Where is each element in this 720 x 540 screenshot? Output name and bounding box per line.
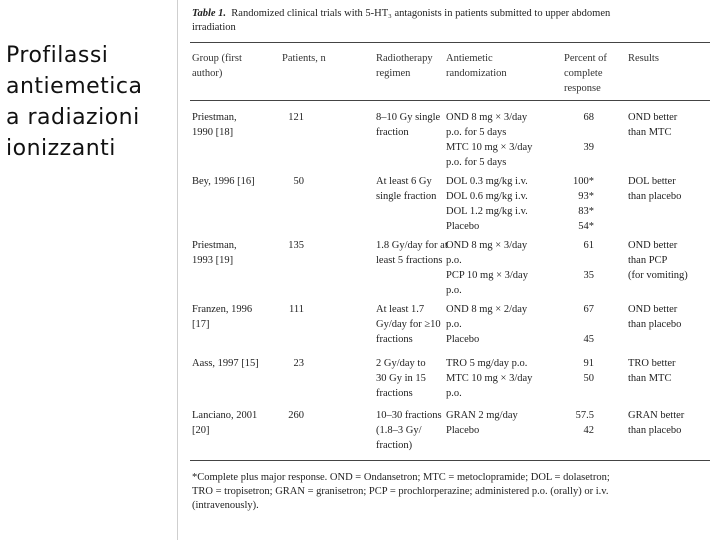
cell-line: 23	[293, 358, 304, 369]
header-antiemetic	[446, 51, 507, 81]
cell-line: Antiemetic	[446, 53, 493, 64]
cell-line: GRAN better	[628, 410, 685, 421]
cell-line: p.o. for 5 days	[446, 127, 507, 138]
cell-line: than MTC	[628, 127, 672, 138]
table-caption	[192, 7, 712, 35]
cell-antiemetic	[446, 408, 518, 438]
cell-line: DOL better	[628, 176, 676, 187]
header-patients	[282, 51, 326, 66]
cell-line: than placebo	[628, 425, 682, 436]
cell-percent	[564, 174, 594, 234]
cell-regimen	[376, 302, 441, 347]
cell-line: DOL 1.2 mg/kg i.v.	[446, 206, 528, 217]
cell-patients	[282, 174, 304, 189]
cell-line	[564, 386, 594, 401]
cell-line: 91	[583, 358, 594, 369]
cell-line: Lanciano, 2001	[192, 410, 258, 421]
cell-line: OND better	[628, 112, 678, 123]
cell-line: OND better	[628, 304, 678, 315]
cell-line: 83*	[578, 206, 594, 217]
cell-regimen	[376, 110, 440, 140]
table-label: Table 1.	[192, 8, 227, 19]
cell-line: 93*	[578, 191, 594, 202]
cell-line: 1990 [18]	[192, 127, 234, 138]
cell-line: 42	[583, 425, 594, 436]
cell-percent	[564, 238, 594, 298]
cell-line: Placebo	[446, 334, 480, 345]
cell-line: 45	[583, 334, 594, 345]
cell-line: 2 Gy/day to	[376, 358, 426, 369]
cell-line: Priestman,	[192, 240, 237, 251]
cell-line: 57.5	[575, 410, 594, 421]
cell-antiemetic	[446, 238, 528, 298]
cell-line: 121	[288, 112, 304, 123]
cell-line: At least 1.7	[376, 304, 425, 315]
cell-line: 1993 [19]	[192, 255, 234, 266]
cell-line: single fraction	[376, 191, 437, 202]
cell-line	[564, 253, 594, 268]
cell-line: 111	[289, 304, 304, 315]
cell-line: OND 8 mg × 3/day	[446, 240, 528, 251]
cell-line: Percent of	[564, 53, 607, 64]
header-regimen	[376, 51, 433, 81]
header-results	[628, 51, 659, 66]
cell-line: MTC 10 mg × 3/day	[446, 373, 533, 384]
cell-line: [20]	[192, 425, 210, 436]
cell-line: fractions	[376, 334, 413, 345]
cell-results	[628, 408, 684, 438]
cell-line: than placebo	[628, 191, 682, 202]
cell-line: 8–10 Gy single	[376, 112, 441, 123]
cell-line: Placebo	[446, 221, 480, 232]
cell-line: than PCP	[628, 255, 668, 266]
cell-line: DOL 0.6 mg/kg i.v.	[446, 191, 528, 202]
cell-group	[192, 110, 237, 140]
cell-patients	[282, 302, 304, 317]
cell-line: DOL 0.3 mg/kg i.v.	[446, 176, 528, 187]
cell-line: Franzen, 1996	[192, 304, 253, 315]
slide-title-line: Profilassi	[6, 43, 109, 68]
cell-line: least 5 fractions	[376, 255, 443, 266]
table-footnote	[192, 471, 716, 513]
cell-patients	[282, 110, 304, 125]
cell-line: p.o.	[446, 255, 462, 266]
cell-line: p.o. for 5 days	[446, 157, 507, 168]
cell-line: p.o.	[446, 388, 462, 399]
cell-regimen	[376, 174, 436, 204]
cell-line: Patients, n	[282, 53, 326, 64]
slide-title	[6, 40, 174, 164]
cell-line: [17]	[192, 319, 210, 330]
cell-line: p.o.	[446, 319, 462, 330]
cell-line: fraction	[376, 127, 409, 138]
cell-line	[564, 155, 594, 170]
cell-percent	[564, 356, 594, 401]
cell-line: Priestman,	[192, 112, 237, 123]
cell-line: 30 Gy in 15	[376, 373, 426, 384]
cell-line	[564, 125, 594, 140]
cell-line: p.o.	[446, 285, 462, 296]
cell-percent	[564, 408, 594, 438]
cell-line: Group (first	[192, 53, 242, 64]
cell-group	[192, 408, 257, 438]
cell-line: complete	[564, 68, 603, 79]
cell-line: regimen	[376, 68, 411, 79]
cell-line: OND 8 mg × 3/day	[446, 112, 528, 123]
cell-line: Radiotherapy	[376, 53, 433, 64]
cell-line: 135	[288, 240, 304, 251]
table-bottom-rule	[190, 460, 710, 461]
cell-patients	[282, 356, 304, 371]
cell-line: TRO 5 mg/day p.o.	[446, 358, 528, 369]
header-percent	[564, 51, 607, 96]
cell-line: response	[564, 83, 601, 94]
cell-line: 1.8 Gy/day for at	[376, 240, 448, 251]
cell-line: Results	[628, 53, 659, 64]
cell-line: 50	[583, 373, 594, 384]
slide-title-line: ionizzanti	[6, 136, 116, 161]
cell-line: 54*	[578, 221, 594, 232]
slide-divider	[177, 0, 178, 540]
cell-group	[192, 238, 237, 268]
cell-line: TRO better	[628, 358, 676, 369]
cell-results	[628, 174, 681, 204]
cell-line: Bey, 1996 [16]	[192, 176, 255, 187]
slide-title-line: antiemetica	[6, 74, 143, 99]
cell-line: OND better	[628, 240, 678, 251]
cell-antiemetic	[446, 302, 527, 347]
cell-line: 67	[583, 304, 594, 315]
footnote-line: *Complete plus major response. OND = Ondansetron; MTC = metoclopramide; DOL = dolasetron;	[192, 472, 610, 483]
cell-line: PCP 10 mg × 3/day	[446, 270, 528, 281]
cell-line: than MTC	[628, 373, 672, 384]
cell-results	[628, 238, 688, 283]
cell-line: Gy/day for ≥10	[376, 319, 441, 330]
cell-results	[628, 110, 677, 140]
cell-line: fractions	[376, 388, 413, 399]
cell-line: 100*	[573, 176, 594, 187]
footnote-line: (intravenously).	[192, 500, 259, 511]
cell-results	[628, 356, 676, 386]
cell-line: Placebo	[446, 425, 480, 436]
cell-group	[192, 356, 259, 371]
cell-line: randomization	[446, 68, 507, 79]
header-group	[192, 51, 242, 81]
cell-results	[628, 302, 681, 332]
header-bottom-rule	[190, 100, 710, 101]
cell-line: than placebo	[628, 319, 682, 330]
cell-line: 260	[288, 410, 304, 421]
cell-line: 10–30 fractions	[376, 410, 442, 421]
cell-line	[564, 283, 594, 298]
footnote-line: TRO = tropisetron; GRAN = granisetron; PCP = prochlorperazine; administered p.o. (orally) or i.v.	[192, 486, 609, 497]
cell-regimen	[376, 356, 426, 401]
cell-line: 50	[293, 176, 304, 187]
cell-line: GRAN 2 mg/day	[446, 410, 518, 421]
cell-patients	[282, 238, 304, 253]
cell-line: 61	[583, 240, 594, 251]
cell-line: OND 8 mg × 2/day	[446, 304, 528, 315]
clinical-trials-table	[186, 0, 720, 540]
cell-percent	[564, 110, 594, 170]
cell-line: MTC 10 mg × 3/day	[446, 142, 533, 153]
cell-patients	[282, 408, 304, 423]
cell-line: At least 6 Gy	[376, 176, 432, 187]
cell-line: (1.8–3 Gy/	[376, 425, 422, 436]
slide-title-line: a radiazioni	[6, 105, 140, 130]
cell-antiemetic	[446, 110, 532, 170]
table-top-rule	[190, 42, 710, 43]
cell-antiemetic	[446, 356, 532, 401]
cell-antiemetic	[446, 174, 528, 234]
cell-line: author)	[192, 68, 223, 79]
cell-percent	[564, 302, 594, 347]
table-caption-line: Randomized clinical trials with 5-HT₃ antagonists in patients submitted to upper abdomen	[231, 8, 611, 19]
cell-group	[192, 302, 252, 332]
cell-line: (for vomiting)	[628, 270, 688, 281]
table-caption-line: irradiation	[192, 22, 236, 33]
cell-group	[192, 174, 255, 189]
cell-regimen	[376, 408, 442, 453]
cell-line: 39	[583, 142, 594, 153]
cell-line: fraction)	[376, 440, 413, 451]
cell-line	[564, 317, 594, 332]
cell-line: 68	[583, 112, 594, 123]
cell-line: 35	[583, 270, 594, 281]
cell-line: Aass, 1997 [15]	[192, 358, 259, 369]
cell-regimen	[376, 238, 448, 268]
